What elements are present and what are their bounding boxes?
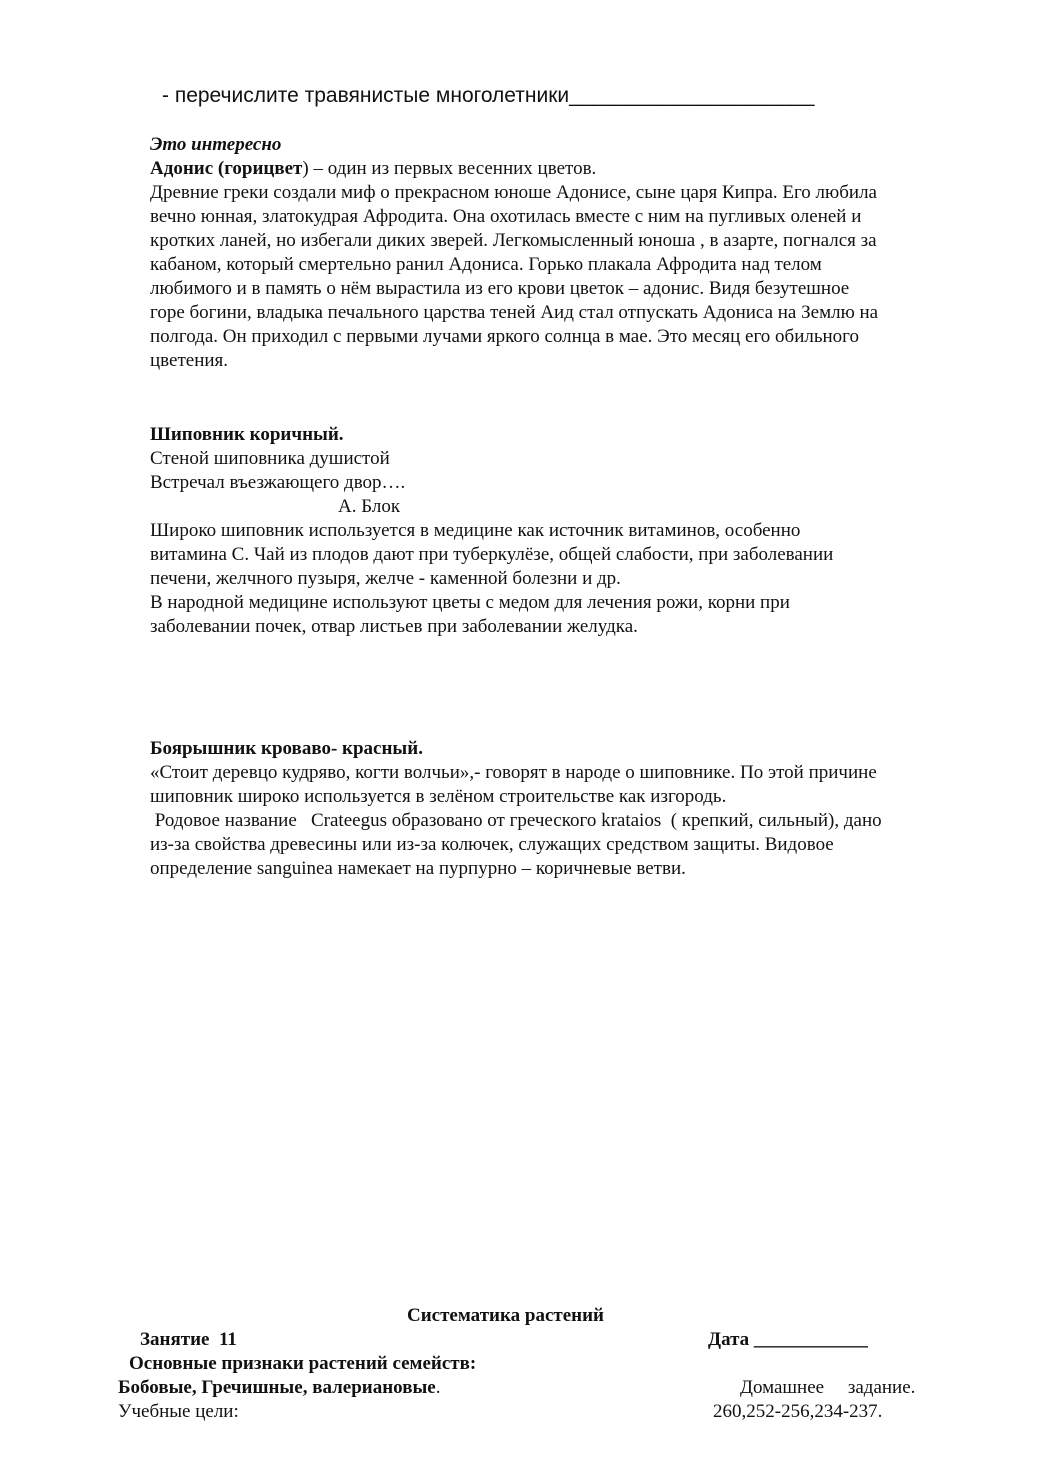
poem-line: Встречал въезжающего двор…. (150, 472, 406, 493)
paragraph-line: шиповник широко используется в зелёном строительстве как изгородь. (150, 786, 727, 807)
families-names: Бобовые, Гречишные, валериановые (118, 1377, 436, 1398)
lesson-title: Систематика растений (407, 1305, 604, 1326)
paragraph-line: из-за свойства древесины или из-за колючек, служащих средством защиты. Видовое (150, 834, 834, 855)
paragraph-line: кротких ланей, но избегали диких зверей. Легкомысленный юноша , в азарте, погнался за (150, 230, 877, 251)
paragraph-line: Древние греки создали миф о прекрасном юноше Адонисе, сыне царя Кипра. Его любила (150, 182, 877, 203)
families-dot: . (435, 1377, 441, 1398)
adonis-intro-rest: ) – один из первых весенних цветов. (302, 158, 597, 179)
adonis-term: Адонис (горицвет (150, 158, 303, 179)
paragraph-line: Родовое название Crateegus образовано от греческого krataios ( крепкий, сильный), дано (150, 810, 882, 831)
adonis-paragraph (150, 181, 980, 373)
section-heading-rosehip: Шиповник коричный. (150, 424, 344, 445)
paragraph-line: полгода. Он приходил с первыми лучами яркого солнца в мае. Это месяц его обильного (150, 326, 859, 347)
paragraph-line: Широко шиповник используется в медицине как источник витаминов, особенно (150, 520, 801, 541)
paragraph-line: заболевании почек, отвар листьев при заболевании желудка. (150, 616, 638, 637)
date-label: Дата ____________ (708, 1329, 868, 1350)
paragraph-line: любимого и в память о нём вырастила из его крови цветок – адонис. Видя безутешное (150, 278, 850, 299)
paragraph-line: определение sanguinea намекает на пурпурно – коричневые ветви. (150, 858, 686, 879)
homework-label: Домашнее задание. (740, 1377, 916, 1398)
section-heading-hawthorn: Боярышник кроваво- красный. (150, 738, 423, 759)
homework-pages: 260,252-256,234-237. (713, 1401, 883, 1422)
section-heading-interesting: Это интересно (150, 134, 282, 155)
adonis-intro (150, 157, 596, 181)
paragraph-line: кабаном, который смертельно ранил Адониса. Горько плакала Афродита над телом (150, 254, 822, 275)
rosehip-paragraph (150, 519, 980, 639)
paragraph-line: «Стоит деревцо кудряво, когти волчьи»,- говорят в народе о шиповнике. По этой причине (150, 762, 877, 783)
lesson-number: Занятие 11 (140, 1329, 237, 1350)
question-line: - перечислите травянистые многолетники_____________________ (162, 84, 815, 107)
paragraph-line: витамина С. Чай из плодов дают при туберкулёзе, общей слабости, при заболевании (150, 544, 834, 565)
paragraph-line: горе богини, владыка печального царства теней Аид стал отпускать Адониса на Землю на (150, 302, 879, 323)
poem-line: Стеной шиповника душистой (150, 448, 390, 469)
poem-author: А. Блок (338, 496, 401, 517)
hawthorn-paragraph (150, 761, 980, 881)
family-features: Основные признаки растений семейств: (129, 1353, 477, 1374)
paragraph-line: печени, желчного пузыря, желче - каменной болезни и др. (150, 568, 621, 589)
learning-goals: Учебные цели: (118, 1401, 239, 1422)
paragraph-line: В народной медицине используют цветы с медом для лечения рожи, корни при (150, 592, 790, 613)
paragraph-line: цветения. (150, 350, 229, 371)
families-line (118, 1376, 441, 1400)
paragraph-line: вечно юнная, златокудрая Афродита. Она охотилась вместе с ним на пугливых оленей и (150, 206, 862, 227)
